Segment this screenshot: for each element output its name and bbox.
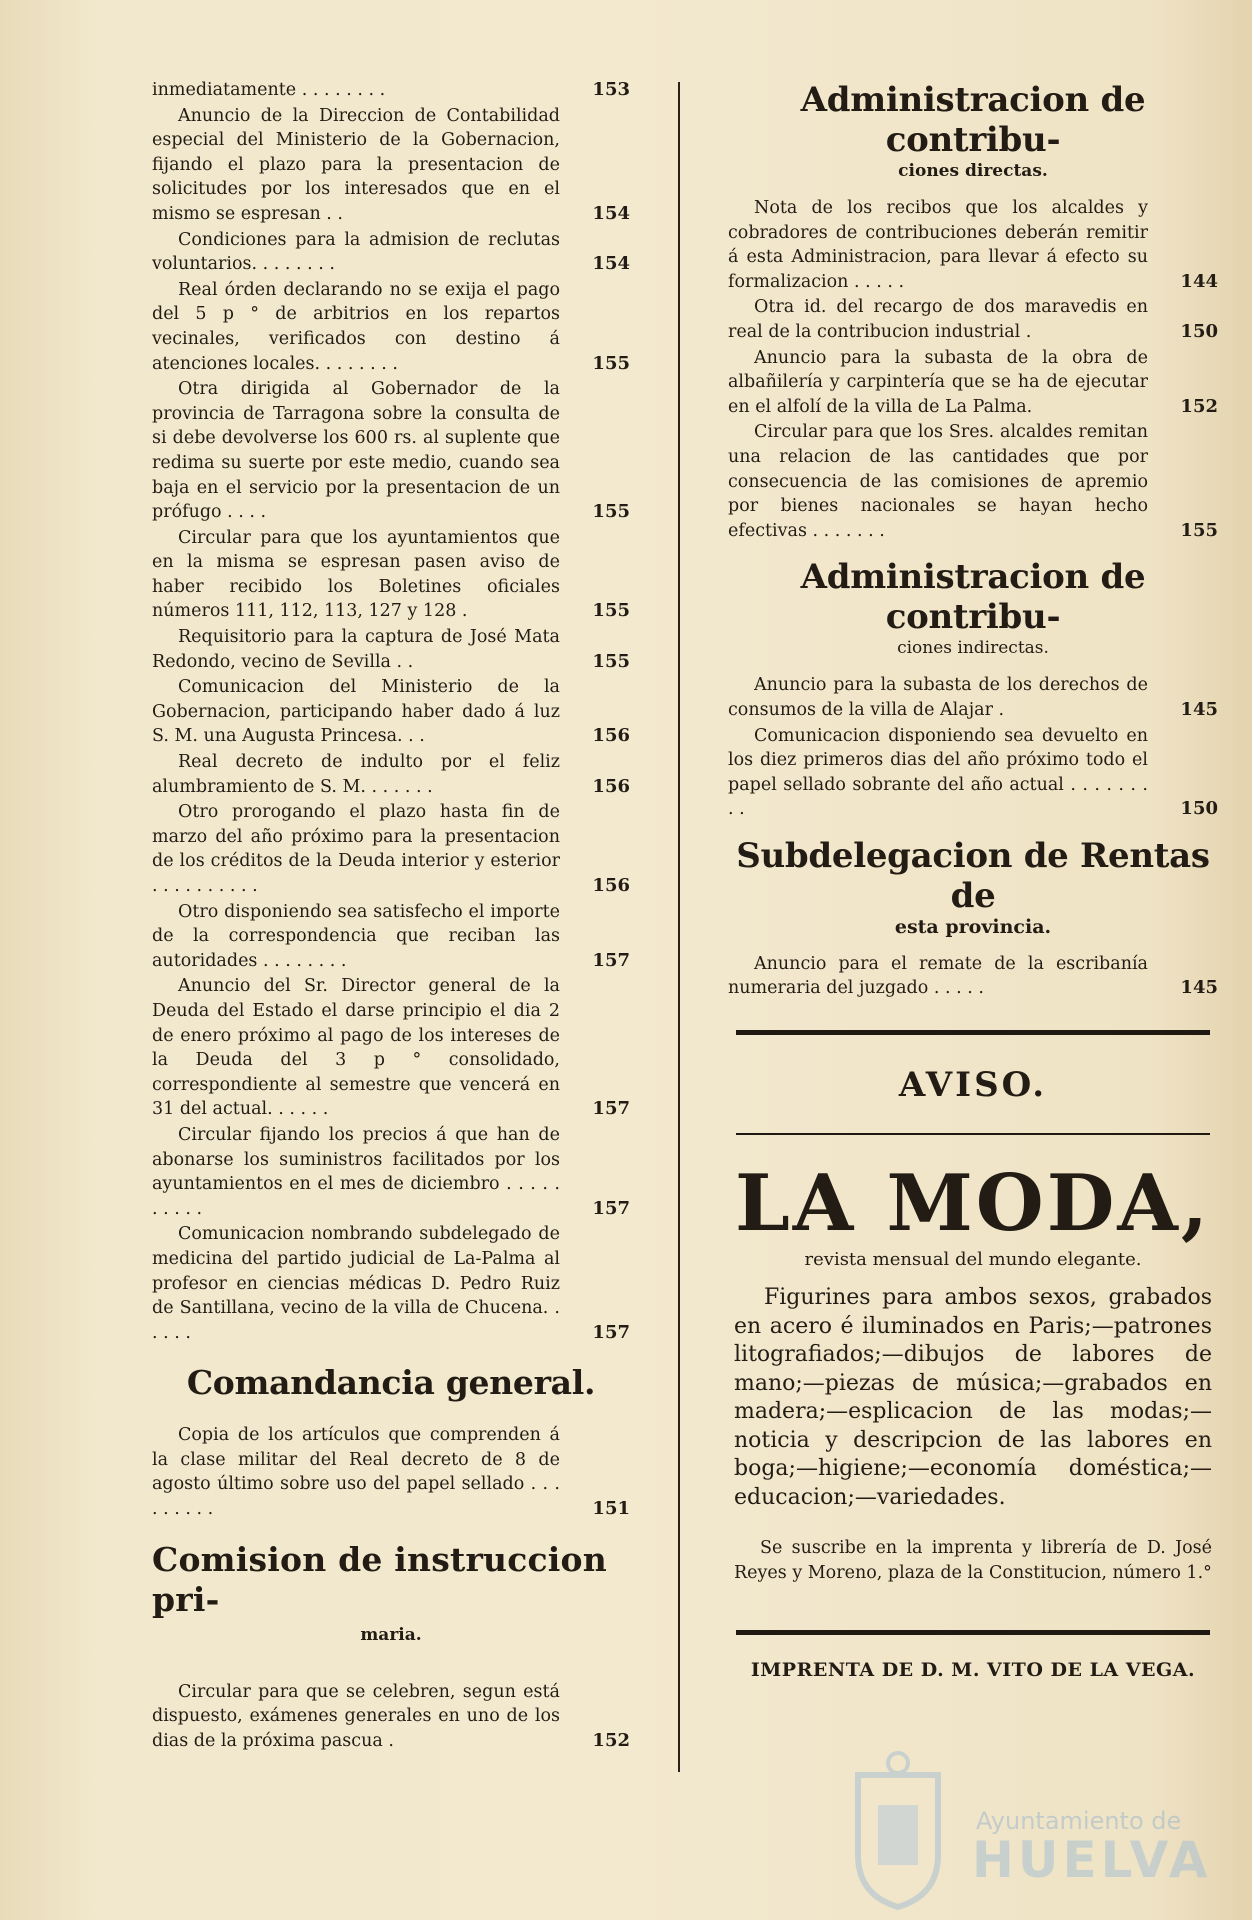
aviso-heading: AVISO. (898, 1065, 1048, 1106)
index-entry (152, 1123, 630, 1221)
watermark-line2: HUELVA (972, 1831, 1212, 1889)
entry-page-number: 156 (592, 725, 630, 747)
entry-text: Comunicacion del Ministerio de la Gobernacion, participando haber dado á luz S. M. una Augusta Princesa. . . (152, 677, 560, 747)
entry-page-number: 155 (592, 352, 630, 374)
entry-page-number: 157 (592, 1197, 630, 1219)
comandancia-list (152, 1423, 630, 1521)
comandancia-heading: Comandancia general. (186, 1363, 596, 1403)
index-entry (152, 278, 630, 376)
imprenta-footer: IMPRENTA DE D. M. VITO DE LA VEGA. (750, 1659, 1196, 1682)
index-entry (728, 952, 1218, 1001)
index-entry (728, 295, 1218, 344)
index-entry (152, 1423, 630, 1521)
entry-text: Anuncio para el remate de la escribanía numeraria del juzgado . . . . . (728, 953, 1148, 999)
entry-text: Otro prorogando el plazo hasta fin de marzo del año próximo para la presentacion de los créditos de la Deuda interior y esterior . . . . . . . . . . (152, 802, 560, 896)
index-entry (152, 750, 630, 799)
index-entry (152, 526, 630, 624)
divider-rule (736, 1030, 1210, 1035)
entry-page-number: 156 (592, 875, 630, 896)
entry-text: Anuncio de la Direccion de Contabilidad especial del Ministerio de la Gobernacion, fijando el plazo para la presentacion de solicitudes por los interesados que en el mismo se espresan . . (152, 105, 560, 224)
coat-of-arms-icon (838, 1745, 958, 1915)
entry-text: Real decreto de indulto por el feliz alumbramiento de S. M. . . . . . . (152, 752, 560, 797)
index-entry (728, 346, 1218, 420)
rentas-heading: Subdelegacion de Rentas de (736, 835, 1210, 916)
entry-page-number: 145 (1180, 698, 1218, 720)
index-entry (152, 104, 630, 227)
entry-text: Circular para que los ayuntamientos que en la misma se espresan pasen aviso de haber recibido los Boletines oficiales números 111, 112, 113, 127 y 128 . (152, 527, 560, 622)
ayuntamiento-watermark (838, 1745, 1238, 1915)
directas-list (728, 196, 1218, 543)
entry-page-number: 150 (1180, 798, 1218, 820)
entry-page-number: 155 (592, 501, 630, 523)
moda-title: LA MODA, (734, 1158, 1212, 1250)
index-entry (152, 800, 630, 898)
left-column (152, 78, 630, 1754)
entry-text: Anuncio del Sr. Director general de la Deuda del Estado el darse principio el dia 2 de enero próximo al pago de los intereses de la Deuda del 3 p ° consolidado, correspondiente al semestre que vencerá en 31 del actual. . . . . . (152, 976, 560, 1120)
index-entry (728, 724, 1218, 822)
entry-page-number: 153 (592, 79, 630, 100)
moda-description: Figurines para ambos sexos, grabados en acero é iluminados en Paris;—patrones litografiados;—dibujos de labores de mano;—piezas de música;—grabados en madera;—esplicacion de las modas;—noticia y descripcion de las labores en boga;—higiene;—economía doméstica;—educacion;—variedades. (734, 1285, 1212, 1510)
entry-text: Requisitorio para la captura de José Mata Redondo, vecino de Sevilla . . (152, 627, 560, 672)
directas-subheading: ciones directas. (898, 161, 1048, 181)
column-divider (678, 82, 680, 1772)
index-entry (728, 196, 1218, 294)
index-entry (152, 377, 630, 525)
entry-page-number: 157 (592, 1321, 630, 1343)
entry-page-number: 155 (592, 600, 630, 622)
entry-text: Nota de los recibos que los alcaldes y cobradores de contribuciones deberán remitir á esta Administracion, para llevar á efecto su formalizacion . . . . . (728, 198, 1148, 292)
instruccion-heading: Comision de instruccion pri- (152, 1539, 607, 1619)
entry-page-number: 152 (592, 1729, 630, 1751)
index-entry (152, 974, 630, 1122)
entry-page-number: 154 (592, 253, 630, 275)
index-entry (152, 228, 630, 277)
entry-page-number: 145 (1180, 977, 1218, 999)
index-entry (152, 78, 630, 103)
rentas-list (728, 952, 1218, 1001)
entry-page-number: 150 (1180, 320, 1218, 342)
rentas-subheading: esta provincia. (894, 915, 1052, 938)
entry-page-number: 155 (1180, 519, 1218, 541)
indirectas-list (728, 673, 1218, 822)
entry-page-number: 154 (592, 202, 630, 224)
entry-text: Otro disponiendo sea satisfecho el importe de la correspondencia que reciban las autoridades . . . . . . . . (152, 901, 560, 971)
entry-text: Circular fijando los precios á que han de abonarse los suministros facilitados por los ayuntamientos en el mes de diciembro . . . . . . . . . . (152, 1124, 560, 1219)
instruccion-subheading: maria. (360, 1624, 422, 1645)
entry-page-number: 152 (1180, 395, 1218, 417)
entry-text: Condiciones para la admision de reclutas voluntarios. . . . . . . . (152, 229, 560, 275)
entry-text: Circular para que se celebren, segun está dispuesto, exámenes generales en uno de los dias de la próxima pascua . (152, 1681, 560, 1751)
indirectas-subheading: ciones indirectas. (897, 638, 1049, 659)
index-entry (152, 1680, 630, 1754)
index-entry (152, 625, 630, 674)
entry-text: Otra dirigida al Gobernador de la provincia de Tarragona sobre la consulta de si debe devolverse los 600 rs. al suplente que redima su suerte por este medio, cuando sea baja en el servicio por la presentacion de un prófugo . . . . (152, 379, 560, 523)
entry-text: Comunicacion disponiendo sea devuelto en los diez primeros dias del año próximo todo el papel sellado sobrante del año actual . . . . . . . . . (728, 725, 1148, 820)
entry-page-number: 157 (592, 1098, 630, 1120)
entry-text: Real órden declarando no se exija el pago del 5 p ° de arbitrios en los repartos vecinales, verificados con destino á atenciones locales. . . . . . . . (152, 279, 560, 374)
entry-text: Circular para que los Sres. alcaldes remitan una relacion de las cantidades que por consecuencia de las comisiones de apremio por bienes nacionales se hayan hecho efectivas . . . . . . . (728, 422, 1148, 541)
index-list-left (152, 78, 630, 1345)
divider-rule (736, 1630, 1210, 1635)
entry-page-number: 144 (1180, 270, 1218, 292)
index-entry (728, 420, 1218, 543)
index-entry (152, 1222, 630, 1345)
indirectas-heading: Administracion de contribu- (800, 557, 1146, 638)
entry-page-number: 155 (592, 650, 630, 672)
entry-text: Otra id. del recargo de dos maravedis en real de la contribucion industrial . (728, 297, 1148, 342)
divider-rule (736, 1133, 1210, 1135)
entry-page-number: 157 (592, 949, 630, 971)
entry-text: inmediatamente . . . . . . . . (152, 80, 386, 100)
instruccion-list (152, 1680, 630, 1754)
directas-heading: Administracion de contribu- (800, 80, 1146, 160)
entry-text: Comunicacion nombrando subdelegado de medicina del partido judicial de La-Palma al profesor en ciencias médicas D. Pedro Ruiz de Santillana, vecino de la villa de Chucena. . . . . . (152, 1224, 560, 1343)
index-entry (152, 900, 630, 974)
entry-text: Copia de los artículos que comprenden á la clase militar del Real decreto de 8 de agosto último sobre uso del papel sellado . . . . . . . . . (152, 1425, 560, 1520)
index-entry (152, 675, 630, 749)
moda-subtitle: revista mensual del mundo elegante. (804, 1249, 1142, 1271)
watermark-line1: Ayuntamiento de (976, 1807, 1182, 1835)
entry-text: Anuncio para la subasta de los derechos de consumos de la villa de Alajar . (728, 675, 1148, 720)
entry-page-number: 156 (592, 775, 630, 797)
moda-subscribe-note: Se suscribe en la imprenta y librería de D. José Reyes y Moreno, plaza de la Constitucion, número 1.° (734, 1538, 1212, 1584)
entry-text: Anuncio para la subasta de la obra de albañilería y carpintería que se ha de ejecutar en el alfolí de la villa de La Palma. (728, 347, 1148, 417)
index-entry (728, 673, 1218, 722)
right-column (728, 78, 1218, 1681)
entry-page-number: 151 (592, 1498, 630, 1520)
